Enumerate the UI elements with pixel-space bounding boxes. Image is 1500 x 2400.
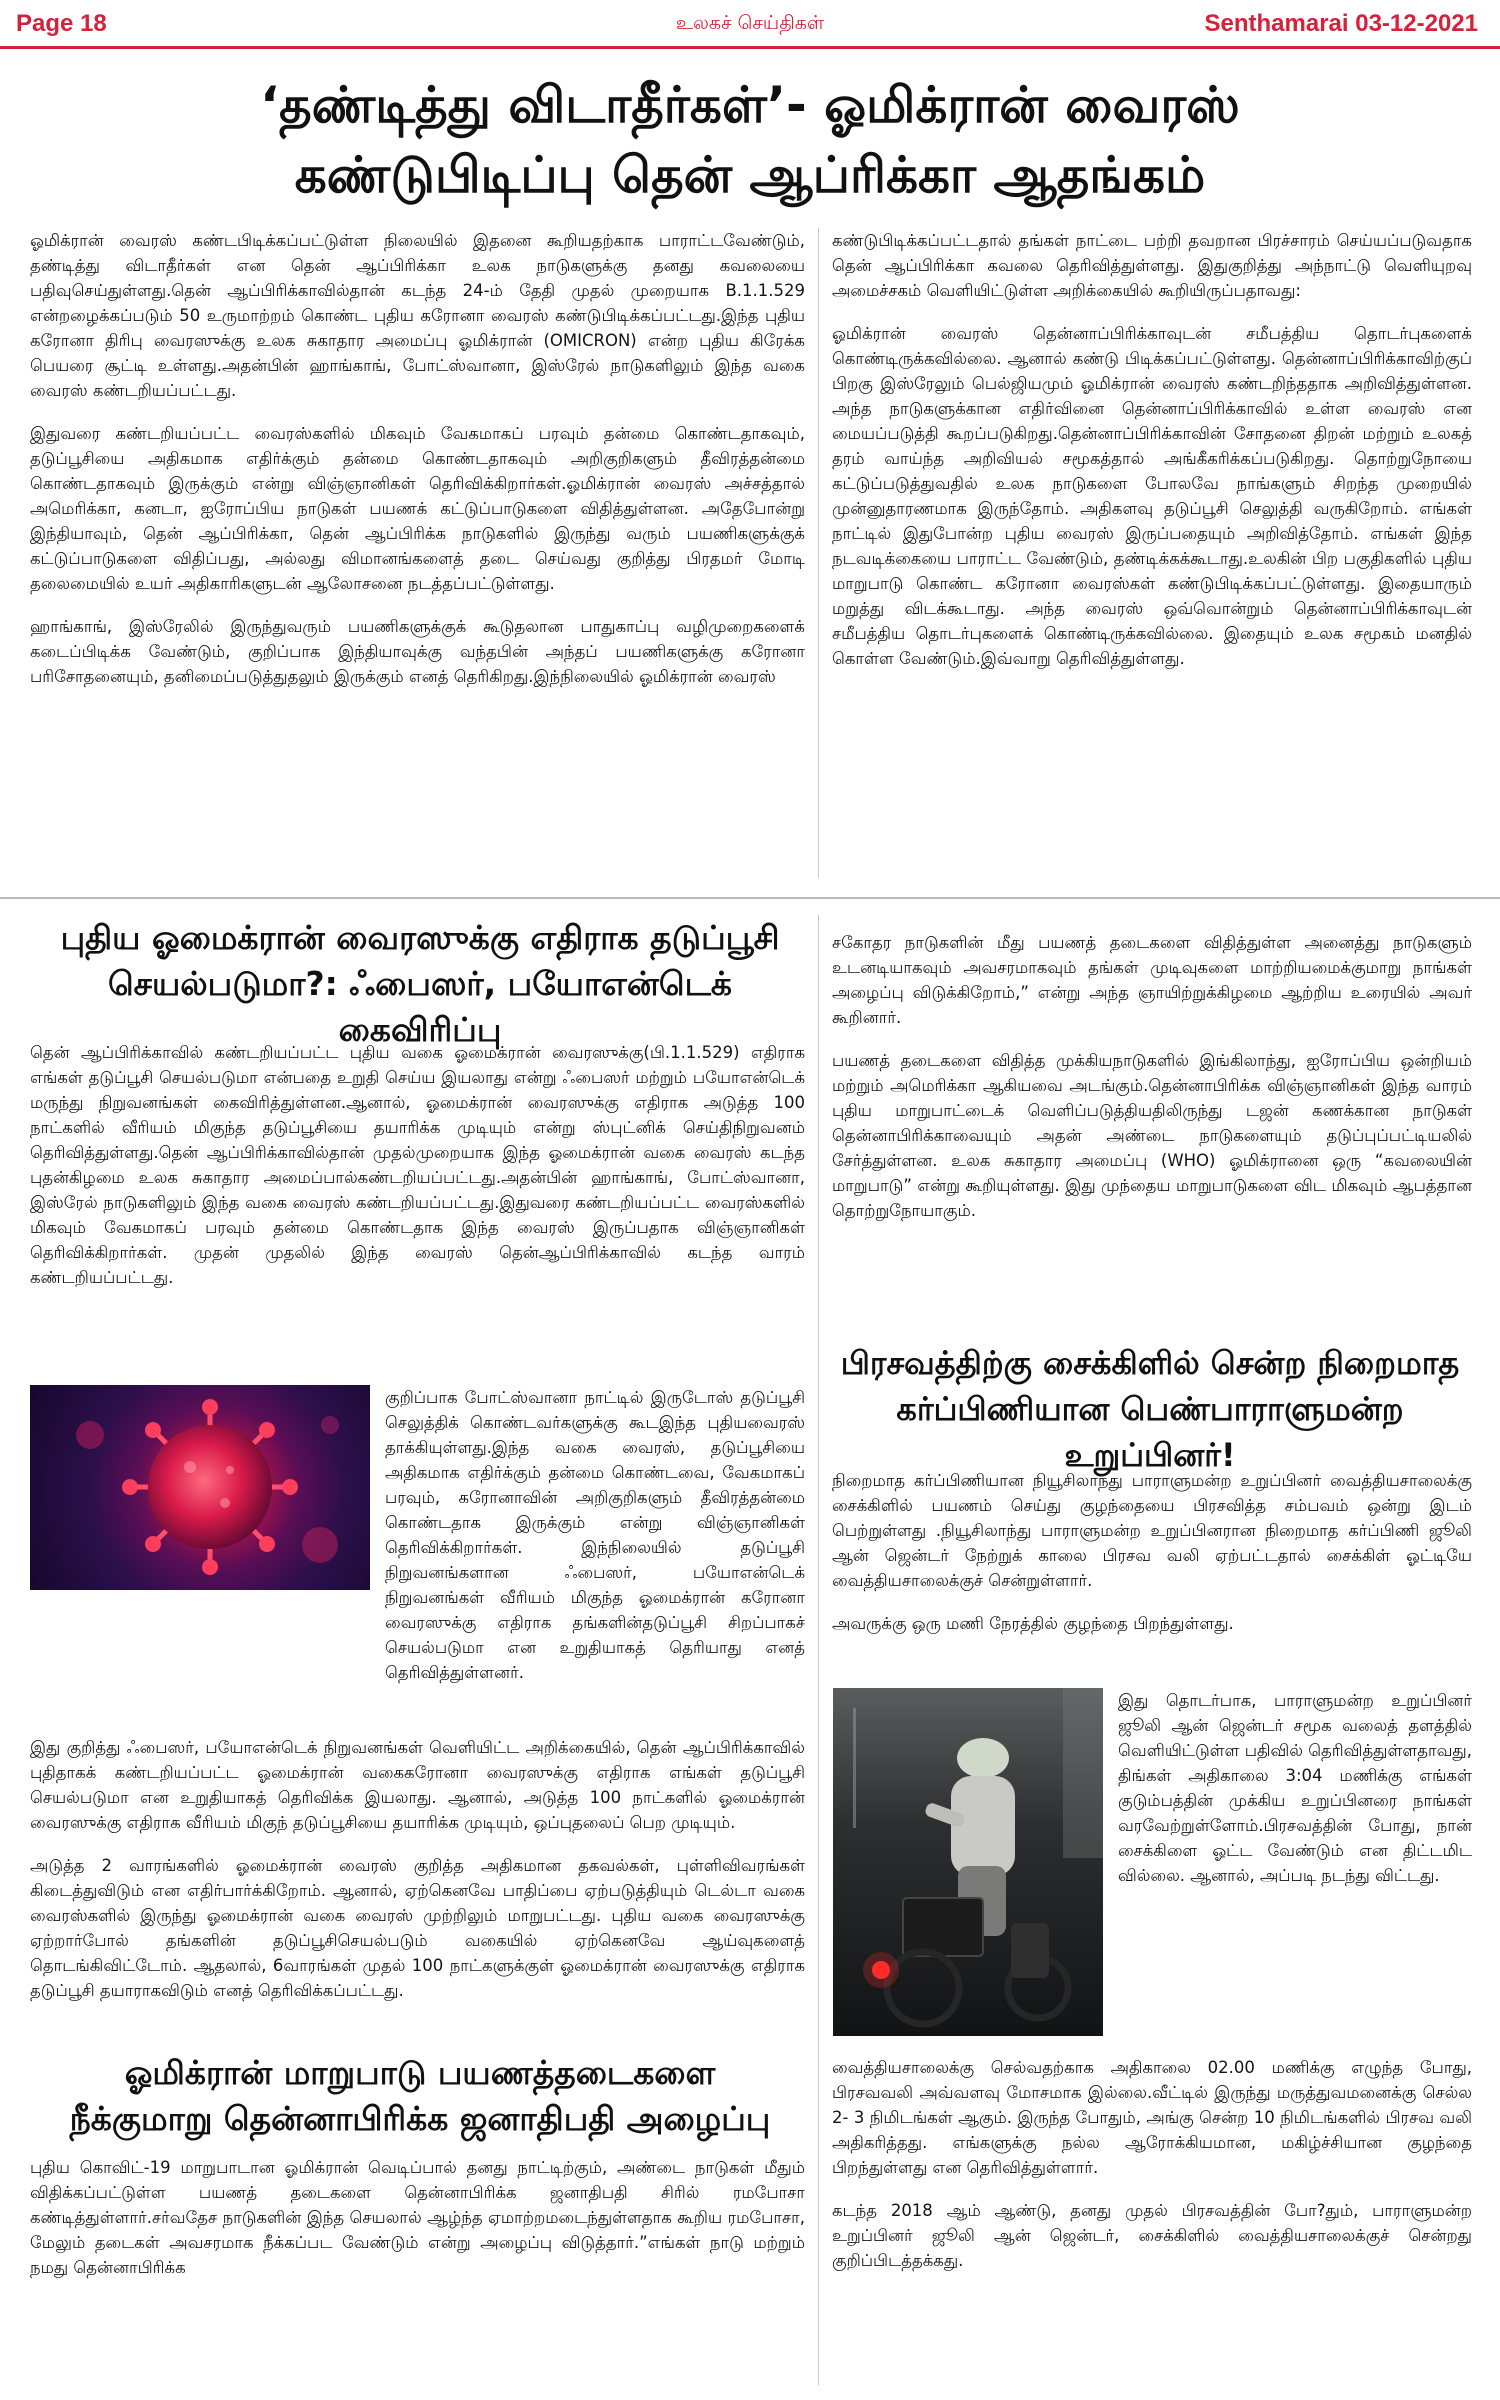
mp-headline-line1: பிரசவத்திற்கு சைக்கிளில் சென்ற நிறைமாத bbox=[840, 1344, 1460, 1382]
article-paragraph: புதிய கொவிட்-19 மாறுபாடான ஓமிக்ரான் வெடிப்பால் தனது நாட்டிற்கும், அண்டை நாடுகள் மீதும் விதிக்கப்பட்டுள்ள பயணத் தடைகளை தென்னாபிரிக்க ஜனாதிபதி சிரில் ரமபோசா கண்டித்துள்ளார்.சர்வதேச நாடுகளின் இந்த செயலால் ஆழ்ந்த ஏமாற்றமடைந்துள்ளதாக கூறிய ரமபோசா, மேலும் தடைகள் அவசரமாக நீக்கப்பட வேண்டும் என்று அழைப்பு விடுத்தார்.”எங்கள் நாடு மற்றும் நமது தென்னாபிரிக்க bbox=[30, 2158, 805, 2277]
vaccine-headline-line2: செயல்படுமா?: ஃபைஸர், பயோஎன்டெக் கைவிரிப்பு bbox=[108, 964, 732, 1049]
article-paragraph: இது குறித்து ஃபைஸர், பயோஎன்டெக் நிறுவனங்கள் வெளியிட்ட அறிக்கையில், தென் ஆப்பிரிக்காவில் புதிதாகக் கண்டறியப்பட்ட ஓமைக்ரான் வகைகரோனா வைரஸுக்கு எதிராக எங்கள் தடுப்பூசி செயல்படுமா என உறுதியாகத் தெரிவிக்க இயலாது. ஆனால், அடுத்த 100 நாட்களில் ஓமைக்ரான் வைரஸுக்கு எதிராக வீரியம் மிகுந் தடுப்பூசியை தயாரிக்க முடியும், ஒப்புதலைப் பெற முடியும். bbox=[30, 1738, 805, 1832]
mp-headline bbox=[830, 1340, 1470, 1478]
coronavirus-image bbox=[30, 1385, 370, 1590]
coronavirus-illustration bbox=[30, 1385, 370, 1590]
column-divider bbox=[818, 228, 819, 878]
lead-right-column bbox=[832, 228, 1472, 689]
article-paragraph: கடந்த 2018 ஆம் ஆண்டு, தனது முதல் பிரசவத்தின் போ?தும், பாராளுமன்ற உறுப்பினர் ஜூலி ஆன் ஜென்டர், சைக்கிளில் வைத்தியசாலைக்குச் சென்றது குறிப்பிடத்தக்கது. bbox=[832, 2201, 1472, 2270]
travel-body bbox=[30, 2155, 805, 2298]
page-header bbox=[0, 0, 1500, 48]
lead-paragraph: ஹாங்காங், இஸ்ரேலில் இருந்துவரும் பயணிகளுக்குக் கூடுதலான பாதுகாப்பு வழிமுறைகளைக் கடைப்பிடிக்க வேண்டும், குறிப்பாக இந்தியாவுக்கு வந்தபின் அந்தப் பயணிகளுக்கு கரோனா பரிசோதனையும், தனிமைப்படுத்துதலும் இருக்கும் எனத் தெரிகிறது.இந்நிலையில் ஓமிக்ரான் வைரஸ் bbox=[30, 617, 805, 686]
mp-beside-photo bbox=[1118, 1688, 1472, 1906]
section-divider bbox=[0, 897, 1500, 899]
travel-headline-line2: நீக்குமாறு தென்னாபிரிக்க ஜனாதிபதி அழைப்பு bbox=[69, 2099, 771, 2138]
lead-paragraph: இதுவரை கண்டறியப்பட்ட வைரஸ்களில் மிகவும் வேகமாகப் பரவும் தன்மை கொண்டதாகவும், தடுப்பூசியை அதிகமாக எதிர்க்கும் தன்மை கொண்டதாகவும் அறிகுறிகளும் தீவிரத்தன்மை கொண்டதாகவும் இருக்கும் என்று விஞ்ஞானிகள் தெரிவிக்கிறார்கள்.ஓமிக்ரான் வைரஸ் அச்சத்தால் அமெரிக்கா, கனடா, ஐரோப்பிய நாடுகள் பயணக் கட்டுப்பாடுகளை விதித்துள்ளன. அதேபோன்று இந்தியாவும், தென் ஆப்பிரிக்கா, தென் ஆப்பிரிக்க நாடுகளில் இருந்து வரும் பயணிகளுக்குக் கட்டுப்பாடுகளை விதிப்பது, அல்லது விமானங்களைத் தடை செய்வது குறித்து பிரதமர் மோடி தலைமையில் உயர் அதிகாரிகளுடன் ஆலோசனை நடத்தப்பட்டுள்ளது. bbox=[30, 424, 805, 593]
article-paragraph: வைத்தியசாலைக்கு செல்வதற்காக அதிகாலை 02.00 மணிக்கு எழுந்த போது, பிரசவவலி அவ்வளவு மோசமாக இல்லை.வீட்டில் இருந்து மருத்துவமனைக்கு செல்ல 2- 3 நிமிடங்கள் ஆகும். இருந்த போதும், அங்கு சென்ற 10 நிமிடங்களில் பிரசவ வலி அதிகரித்தது. எங்களுக்கு நல்ல ஆரோக்கியமான, மகிழ்ச்சியான குழந்தை பிறந்துள்ளது என தெரிவித்துள்ளார். bbox=[832, 2058, 1472, 2177]
cyclist-illustration bbox=[833, 1688, 1103, 2036]
travel-headline bbox=[40, 2050, 800, 2142]
mp-body bbox=[832, 2055, 1472, 2291]
travel-headline-line1: ஓமிக்ரான் மாறுபாடு பயணத்தடைகளை bbox=[124, 2053, 716, 2092]
lead-headline bbox=[40, 70, 1460, 210]
mp-intro bbox=[832, 1468, 1472, 1654]
column-divider bbox=[818, 915, 819, 2385]
lead-paragraph: கண்டுபிடிக்கப்பட்டதால் தங்கள் நாட்டை பற்றி தவறான பிரச்சாரம் செய்யப்படுவதாக தென் ஆப்பிரிக்கா கவலை தெரிவித்துள்ளது. இதுகுறித்து அந்நாட்டு வெளியுறவு அமைச்சகம் வெளியிட்டுள்ள அறிக்கையில் கூறியிருப்பதாவது: bbox=[832, 231, 1472, 300]
cyclist-photo bbox=[833, 1688, 1103, 2036]
article-paragraph: அடுத்த 2 வாரங்களில் ஓமைக்ரான் வைரஸ் குறித்த அதிகமான தகவல்கள், புள்ளிவிவரங்கள் கிடைத்துவிடும் என எதிர்பார்க்கிறோம். ஆனால், ஏற்கெனவே பாதிப்பை ஏற்படுத்தியும் டெல்டா வகை வைரஸ்களில் இருந்து ஓமைக்ரான் வகை வைரஸ் முற்றிலும் மாறுபட்டது. புதிய வகை வைரஸுக்கு ஏற்றார்போல் தங்களின் தடுப்பூசிசெயல்படும் வகையில் ஏற்கெனவே ஆய்வுகளைத் தொடங்கிவிட்டோம். ஆதலால், 6வாரங்கள் முதல் 100 நாட்களுக்குள் ஓமைக்ரான் வைரஸுக்கு எதிராக தடுப்பூசி தயாராகவிடும் எனத் தெரிவிக்கப்பட்டது. bbox=[30, 1856, 805, 2000]
vaccine-intro bbox=[30, 1040, 805, 1308]
article-paragraph: பயணத் தடைகளை விதித்த முக்கியநாடுகளில் இங்கிலாந்து, ஐரோப்பிய ஒன்றியம் மற்றும் அமெரிக்கா ஆகியவை அடங்கும்.தென்னாபிரிக்க விஞ்ஞானிகள் இந்த வாரம் புதிய மாறுபாட்டைக் வெளிப்படுத்தியதிலிருந்து டஜன் கணக்கான நாடுகள் தென்னாபிரிக்காவையும் அதன் அண்டை நாடுகளையும் தடுப்புப்பட்டியலில் சேர்த்துள்ளன. உலக சுகாதார அமைப்பு (WHO) ஓமிக்ரானை ஒரு “கவலையின் மாறுபாடு” என்று கூறியுள்ளது. இது முந்தைய மாறுபாடுகளை விட மிகவும் ஆபத்தான தொற்றுநோயாகும். bbox=[832, 1051, 1472, 1220]
lead-headline-line1: ‘தண்டித்து விடாதீர்கள்’- ஓமிக்ரான் வைரஸ் bbox=[260, 76, 1240, 134]
lead-paragraph: ஓமிக்ரான் வைரஸ் தென்னாப்பிரிக்காவுடன் சமீபத்திய தொடர்புகளைக் கொண்டிருக்கவில்லை. ஆனால் கண்டு பிடிக்கப்பட்டுள்ளது. தென்னாப்பிரிக்காவிற்குப் பிறகு இஸ்ரேலும் பெல்ஜியமும் ஓமிக்ரான் வைரஸ் கண்டறிந்ததாக அறிவித்துள்ளன. அந்த நாடுகளுக்கான எதிர்வினை தென்னாப்பிரிக்காவில் உள்ள வைரஸ் என மையப்படுத்தி கூறப்படுகிறது.தென்னாப்பிரிக்காவின் சோதனை திறன் மற்றும் உலகத் தரம் வாய்ந்த அறிவியல் சமூகத்தால் அங்கீகரிக்கப்படுகிறது. தொற்றுநோயை கட்டுப்படுத்துவதில் உலக நாடுகளை போலவே நாங்களும் சிறந்த முறையில் முன்னுதாரணமாக இருந்தோம். அதிகளவு தடுப்பூசி செலுத்தி வருகிறோம். எங்கள் நாட்டில் இதுபோன்ற புதிய வைரஸ் இருப்பதையும் அறிவித்தோம். எங்கள் இந்த நடவடிக்கையை பாராட்ட வேண்டும், தண்டிக்கக்கூடாது.உலகின் பிற பகுதிகளில் புதிய மாறுபாடு கொண்ட கரோனா வைரஸ்கள் கண்டுபிடிக்கப்பட்டுள்ளது. இதையாரும் மறுத்து விடக்கூடாது. அந்த வைரஸ் ஒவ்வொன்றும் தென்னாப்பிரிக்காவுடன் சமீபத்திய தொடர்புகளைக் கொண்டிருக்கவில்லை. இதையும் உலக சமூகம் மனதில் கொள்ள வேண்டும்.இவ்வாறு தெரிவித்துள்ளது. bbox=[832, 324, 1472, 668]
vaccine-headline-line1: புதிய ஓமைக்ரான் வைரஸுக்கு எதிராக தடுப்பூசி bbox=[60, 918, 780, 957]
article-paragraph: இது தொடர்பாக, பாராளுமன்ற உறுப்பினர் ஜூலி ஆன் ஜென்டர் சமூக வலைத் தளத்தில் வெளியிட்டுள்ள பதிவில் தெரிவித்துள்ளதாவது, திங்கள் அதிகாலை 3:04 மணிக்கு எங்கள் குடும்பத்தின் முக்கிய உறுப்பினரை நாங்கள் வரவேற்றுள்ளோம்.பிரசவத்தின் போது, நான் சைக்கிளை ஓட்ட வேண்டும் என திட்டமிட வில்லை. ஆனால், அப்படி நடந்து விட்டது. bbox=[1118, 1691, 1472, 1885]
article-paragraph: குறிப்பாக போட்ஸ்வானா நாட்டில் இருடோஸ் தடுப்பூசி செலுத்திக் கொண்டவர்களுக்கு கூடஇந்த புதியவைரஸ் தாக்கியுள்ளது.இந்த வகை வைரஸ், தடுப்பூசியை அதிகமாக எதிர்க்கும் தன்மை கொண்டவை, வேகமாகப் பரவும், கரோனாவின் அறிகுறிகளும் தீவிரத்தன்மை கொண்டதாக இருக்கும் என்று விஞ்ஞானிகள் தெரிவிக்கிறார்கள். இந்நிலையில் தடுப்பூசி நிறுவனங்களான ஃபைஸர், பயோஎன்டெக் நிறுவனங்கள் வீரியம் மிகுந்த ஓமைக்ரான் கரோனா வைரஸுக்கு எதிராக தங்களின்தடுப்பூசி சிறப்பாகச் செயல்படுமா என உறுதியாகத் தெரியாது எனத் தெரிவித்துள்ளனர். bbox=[385, 1388, 805, 1682]
mp-headline-line2: கர்ப்பிணியான பெண்பாராளுமன்ற உறுப்பினர்! bbox=[896, 1390, 1404, 1474]
travel-continued bbox=[832, 930, 1472, 1241]
lead-paragraph: ஓமிக்ரான் வைரஸ் கண்டபிடிக்கப்பட்டுள்ள நிலையில் இதனை கூறியதற்காக பாராட்டவேண்டும், தண்டித்து விடாதீர்கள் என தென் ஆப்பிரிக்கா உலக நாடுகளுக்கு தனது கவலையை பதிவுசெய்துள்ளது.தென் ஆப்பிரிக்காவில்தான் கடந்த 24-ம் தேதி முதல் முறையாக B.1.1.529 என்றழைக்கப்படும் 50 உருமாற்றம் கொண்ட புதிய கரோனா வைரஸ் கண்டுபிடிக்கப்பட்டது.இந்த புதிய கரோனா திரிபு வைரஸுக்கு உலக சுகாதார அமைப்பு ஓமிக்ரான் (OMICRON) என்ற புதிய கிரேக்க பெயரை சூட்டி உள்ளது.அதன்பின் ஹாங்காங், போட்ஸ்வானா, இஸ்ரேல் நாடுகளிலும் இந்த வகை வைரஸ் கண்டறியப்பட்டது. bbox=[30, 231, 805, 400]
page-number: Page 18 bbox=[16, 10, 107, 37]
header-rule bbox=[0, 46, 1500, 49]
section-title: உலகச் செய்திகள் bbox=[675, 12, 825, 34]
lead-headline-line2: கண்டுபிடிப்பு தென் ஆப்ரிக்கா ஆதங்கம் bbox=[294, 146, 1206, 204]
article-paragraph: அவருக்கு ஒரு மணி நேரத்தில் குழந்தை பிறந்துள்ளது. bbox=[832, 1614, 1234, 1633]
article-paragraph: சகோதர நாடுகளின் மீது பயணத் தடைகளை விதித்துள்ள அனைத்து நாடுகளும் உடனடியாகவும் அவசரமாகவும் தங்கள் முடிவுகளை மாற்றியமைக்குமாறு நாங்கள் அழைப்பு விடுக்கிறோம்,” என்று அந்த ஞாயிற்றுக்கிழமை ஆற்றிய உரையில் அவர் கூறினார். bbox=[832, 933, 1472, 1027]
vaccine-beside-image bbox=[385, 1385, 805, 1703]
article-paragraph: தென் ஆப்பிரிக்காவில் கண்டறியப்பட்ட புதிய வகை ஓமைக்ரான் வைரஸுக்கு(பி.1.1.529) எதிராக எங்கள் தடுப்பூசி செயல்படுமா என்பதை உறுதி செய்ய இயலாது என்று ஃபைஸர் மற்றும் பயோஎன்டெக் மருந்து நிறுவனங்கள் கைவிரித்துள்ளன.ஆனால், ஓமைக்ரான் வைரஸுக்கு எதிராக அடுத்த 100 நாட்களில் வீரியம் மிகுந்த தடுப்பூசியை தயாரிக்க முடியும் என்று ஸ்புட்னிக் செய்திநிறுவனம் தெரிவித்துள்ளது.தென் ஆப்பிரிக்காவில்தான் முதல்முறையாக இந்த ஓமைக்ரான் வகை வைரஸ் கடந்த புதன்கிழமை உலக சுகாதார அமைப்பால்கண்டறியப்பட்டது.அதன்பின் ஹாங்காங், போட்ஸ்வானா, இஸ்ரேல் நாடுகளிலும் இந்த வகை வைரஸ் கண்டறியப்பட்டது.இதுவரை கண்டறியப்பட்ட வைரஸ்களில் மிகவும் வேகமாகப் பரவும் தன்மை கொண்டதாக இந்த வைரஸ் இருப்பதாக விஞ்ஞானிகள் தெரிவிக்கிறார்கள். முதன் முதலில் இந்த வைரஸ் தென்ஆப்பிரிக்காவில் கடந்த வாரம் கண்டறியப்பட்டது. bbox=[30, 1043, 805, 1287]
vaccine-body bbox=[30, 1735, 805, 2021]
vaccine-headline bbox=[40, 915, 800, 1053]
article-paragraph: நிறைமாத கர்ப்பிணியான நியூசிலாந்து பாராளுமன்ற உறுப்பினர் வைத்தியசாலைக்கு சைக்கிளில் பயணம் செய்து குழந்தையை பிரசவித்த சம்பவம் ஒன்று இடம் பெற்றுள்ளது .நியூசிலாந்து பாராளுமன்ற உறுப்பினரான நிறைமாத கர்ப்பிணி ஜூலி ஆன் ஜென்டர் நேற்றுக் காலை பிரசவ வலி ஏற்பட்டதால் சைக்கிள் ஓட்டியே வைத்தியசாலைக்குச் சென்றுள்ளார். bbox=[832, 1471, 1472, 1590]
lead-left-column bbox=[30, 228, 805, 707]
masthead-date: Senthamarai 03-12-2021 bbox=[1204, 10, 1478, 37]
